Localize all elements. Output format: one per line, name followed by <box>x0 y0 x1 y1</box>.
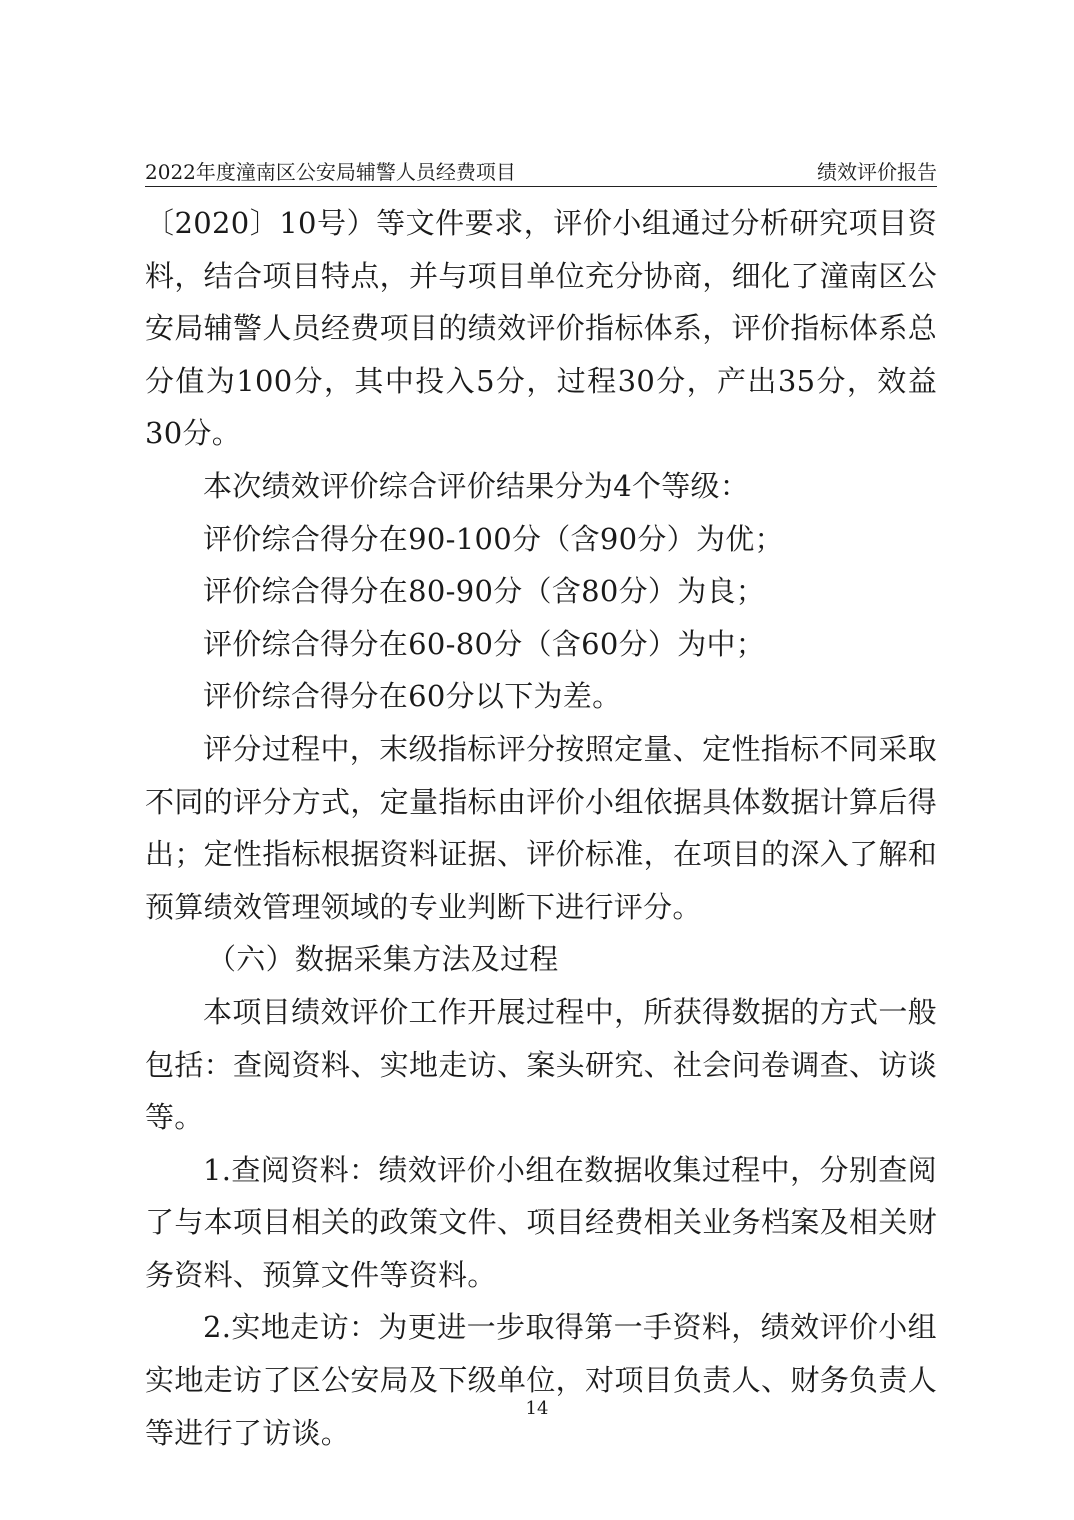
paragraph-grade-intro: 本次绩效评价综合评价结果分为4个等级： <box>203 468 750 503</box>
page-header <box>145 155 937 185</box>
paragraph-indicator-system: 〔2020〕10号）等文件要求，评价小组通过分析研究项目资料，结合项目特点，并与项目单位充分协商，细化了潼南区公安局辅警人员经费项目的绩效评价指标体系，评价指标体系总分值为100分，其中投入5分，过程30分，产出35分，效益30分。 <box>145 206 937 451</box>
paragraph-scoring-process: 评分过程中，末级指标评分按照定量、定性指标不同采取不同的评分方式，定量指标由评价小组依据具体数据计算后得出；定性指标根据资料证据、评价标准，在项目的深入了解和预算绩效管理领域的专业判断下进行评分。 <box>145 731 937 924</box>
header-divider <box>145 186 937 187</box>
grade-poor: 评价综合得分在60分以下为差。 <box>203 679 622 714</box>
paragraph-site-visit: 2.实地走访：为更进一步取得第一手资料，绩效评价小组实地走访了区公安局及下级单位，对项目负责人、财务负责人等进行了访谈。 <box>145 1310 937 1450</box>
grade-medium: 评价综合得分在60-80分（含60分）为中； <box>203 626 766 661</box>
grade-good: 评价综合得分在80-90分（含80分）为良； <box>203 574 766 609</box>
paragraph-document-review: 1.查阅资料：绩效评价小组在数据收集过程中，分别查阅了与本项目相关的政策文件、项目经费相关业务档案及相关财务资料、预算文件等资料。 <box>145 1152 937 1292</box>
section-heading-data-collection: （六）数据采集方法及过程 <box>207 942 559 977</box>
grade-excellent: 评价综合得分在90-100分（含90分）为优； <box>203 521 784 556</box>
document-body <box>145 197 937 1459</box>
header-report-title: 绩效评价报告 <box>817 160 937 184</box>
header-project-title: 2022年度潼南区公安局辅警人员经费项目 <box>145 160 516 184</box>
paragraph-data-methods: 本项目绩效评价工作开展过程中，所获得数据的方式一般包括：查阅资料、实地走访、案头研究、社会问卷调查、访谈等。 <box>145 994 937 1135</box>
page-number: 14 <box>525 1398 549 1419</box>
